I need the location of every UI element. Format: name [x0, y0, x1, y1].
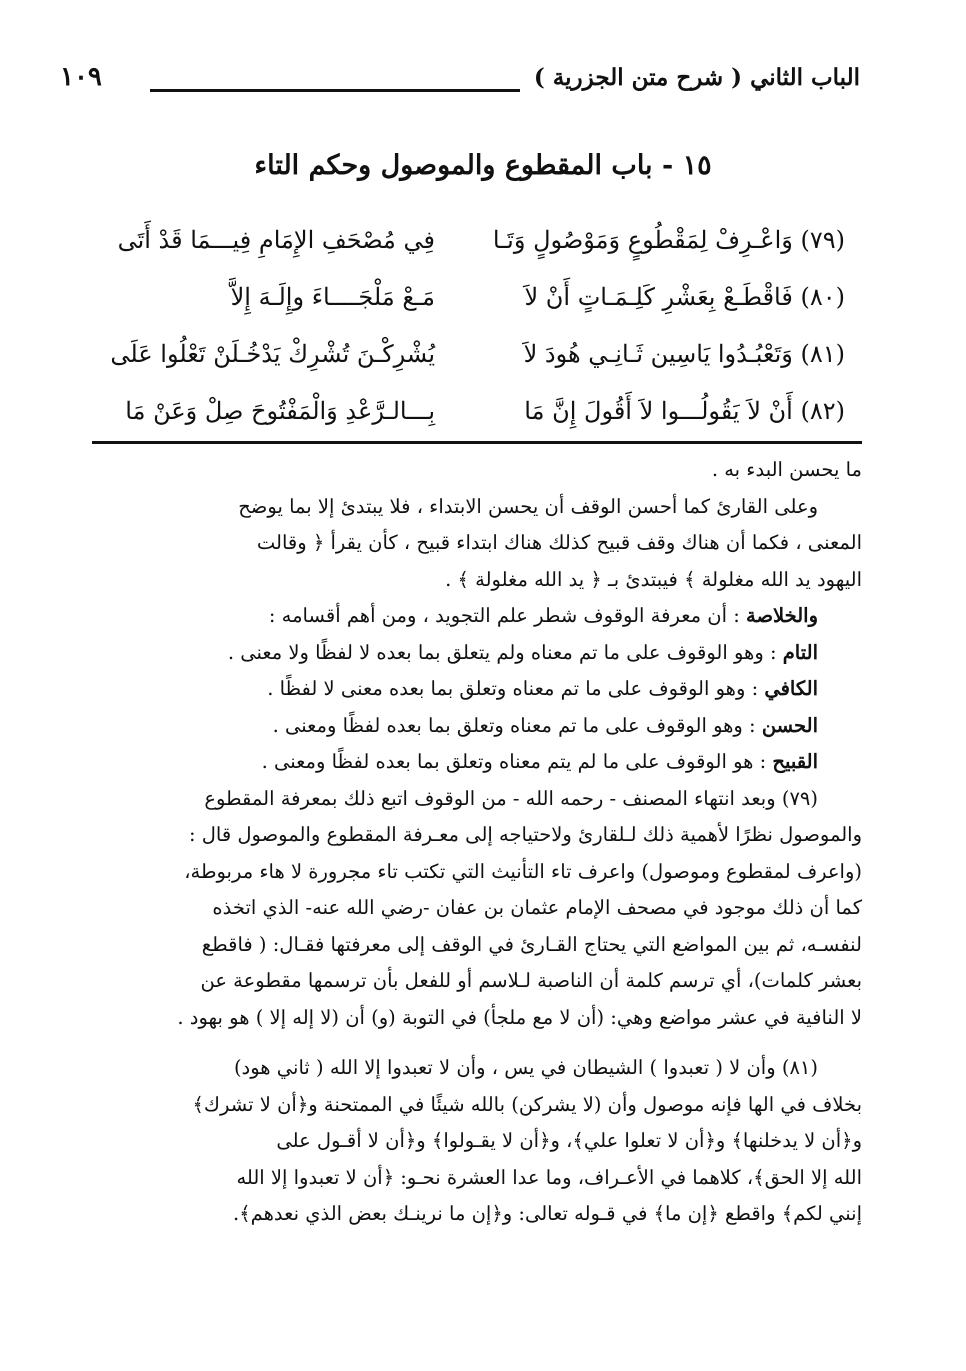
definition-line — [92, 598, 862, 635]
commentary — [92, 452, 862, 1233]
verse-row — [95, 340, 845, 397]
text-line: المعنى ، فكما أن هناك وقف قبيح كذلك هناك ابتداء قبيح ، كأن يقرأ ﴿ وقالت — [256, 531, 862, 554]
text-line: كما أن ذلك موجود في مصحف الإمام عثمان بن عفان -رضي الله عنه- الذي اتخذه — [212, 896, 862, 919]
definition-line — [92, 635, 862, 672]
running-title: الباب الثاني ( شرح متن الجزرية ) — [533, 64, 860, 91]
text-line: ما يحسن البدء به . — [711, 458, 862, 481]
definition-text: : وهو الوقوف على ما تم معناه ولم يتعلق بما بعده لا لفظًا ولا معنى . — [227, 640, 777, 664]
text-line: إنني لكم﴾ واقطع ﴿إن ما﴾ في قـوله تعالى: و﴿إن ما نرينـك بعض الذي نعدهم﴾. — [233, 1202, 862, 1225]
definition-term: الكافي — [764, 677, 818, 700]
verse-second-hemistich: مَـعْ مَلْجَــــاءَ وإِلَـهَ إِلاَّ — [230, 283, 435, 311]
verse-second-hemistich: فِي مُصْحَفِ الإِمَامِ فِيـــمَا قَدْ أَتَى — [117, 226, 435, 254]
text-line: بخلاف في الها فإنه موصول وأن (لا يشركن) بالله شيئًا في الممتحنة و﴿أن لا تشرك﴾ — [192, 1092, 862, 1116]
verse-row — [95, 226, 845, 283]
running-header — [60, 62, 860, 102]
definition-line — [92, 744, 862, 781]
definition-text: : وهو الوقوف على ما تم معناه وتعلق بما بعده معنى لا لفظًا . — [267, 677, 759, 700]
chapter-title: ١٥ - باب المقطوع والموصول وحكم التاء — [254, 150, 712, 181]
page-number: ١٠٩ — [60, 62, 102, 92]
definition-text: : هو الوقوف على ما لم يتم معناه وتعلق بما بعده لفظًا ومعنى . — [261, 750, 767, 773]
verse-second-hemistich: بِـــالـرَّعْدِ وَالْمَفْتُوحَ صِلْ وَعَنْ مَا — [125, 397, 435, 425]
text-line: بعشر كلمات)، أي ترسم كلمة أن الناصبة لـلاسم أو للفعل بأن ترسمها مقطوعة عن — [200, 969, 862, 992]
text-line: الله إلا الحق﴾، كلاهما في الأعـراف، وما عدا العشرة نحـو: ﴿أن لا تعبدوا إلا الله — [236, 1165, 862, 1189]
verse-first-hemistich: (٨٢) أَنْ لاَ يَقُولُـــوا لاَ أَقُولَ إِنَّ مَا — [524, 397, 845, 425]
verse-block — [95, 226, 845, 454]
verse-second-hemistich: يُشْرِكْـنَ تُشْرِكْ يَدْخُـلَنْ تَعْلُوا عَلَى — [110, 340, 435, 368]
verse-first-hemistich: (٧٩) وَاعْـرِفْ لِمَقْطُوعٍ وَمَوْصُولٍ وَتَـا — [492, 226, 845, 254]
definition-term: التام — [782, 640, 818, 664]
text-line: اليهود يد الله مغلولة ﴾ فيبتدئ بـ ﴿ يد الله مغلولة ﴾ . — [445, 567, 862, 591]
definition-text: : وهو الوقوف على ما تم معناه وتعلق بما بعده لفظًا ومعنى . — [272, 713, 756, 737]
text-line: وعلى القارئ كما أحسن الوقف أن يحسن الابتداء ، فلا يبتدئ إلا بما يوضح — [238, 494, 818, 518]
definition-line — [92, 708, 862, 745]
text-line: لا النافية في عشر مواضع وهي: (أن لا مع ملجأ) في التوبة (و) أن (لا إله إلا ) هو بهود . — [177, 1005, 862, 1029]
text-line: والموصول نظرًا لأهمية ذلك لـلقارئ ولاحتياجه إلى معـرفة المقطوع والموصول قال : — [188, 823, 862, 846]
definition-term: والخلاصة — [745, 604, 818, 627]
text-line: (٨١) وأن لا ( تعبدوا ) الشيطان في يس ، وأن لا تعبدوا إلا الله ( ثاني هود) — [233, 1056, 818, 1079]
text-line: (واعرف لمقطوع وموصول) واعرف تاء التأنيث التي تكتب تاء مجرورة لا هاء مربوطة، — [184, 859, 862, 883]
definition-term: الحسن — [761, 713, 818, 737]
definition-text: : أن معرفة الوقوف شطر علم التجويد ، ومن أهم أقسامه : — [268, 604, 740, 627]
verse-first-hemistich: (٨٠) فَاقْطَـعْ بِعَشْرِ كَلِـمَـاتٍ أَنْ لاَ — [524, 283, 845, 311]
verse-first-hemistich: (٨١) وَتَعْبُـدُوا يَاسِين ثَـانِـي هُودَ لاَ — [523, 340, 845, 368]
verse-separator-rule — [92, 441, 862, 444]
text-line: لنفسـه، ثم بين المواضع التي يحتاج القـارئ في الوقف إلى معرفتها فقـال: ( فاقطع — [201, 932, 862, 956]
text-line: (٧٩) وبعد انتهاء المصنف - رحمه الله - من الوقوف اتبع ذلك بمعرفة المقطوع — [204, 786, 818, 810]
verse-row — [95, 397, 845, 454]
definition-term: القبيح — [772, 750, 818, 773]
header-rule — [150, 89, 520, 92]
definition-line — [92, 671, 862, 708]
verse-row — [95, 283, 845, 340]
text-line: و﴿أن لا يدخلنها﴾ و﴿أن لا تعلوا علي﴾، و﴿أن لا يقـولوا﴾ و﴿أن لا أقـول على — [276, 1129, 862, 1152]
